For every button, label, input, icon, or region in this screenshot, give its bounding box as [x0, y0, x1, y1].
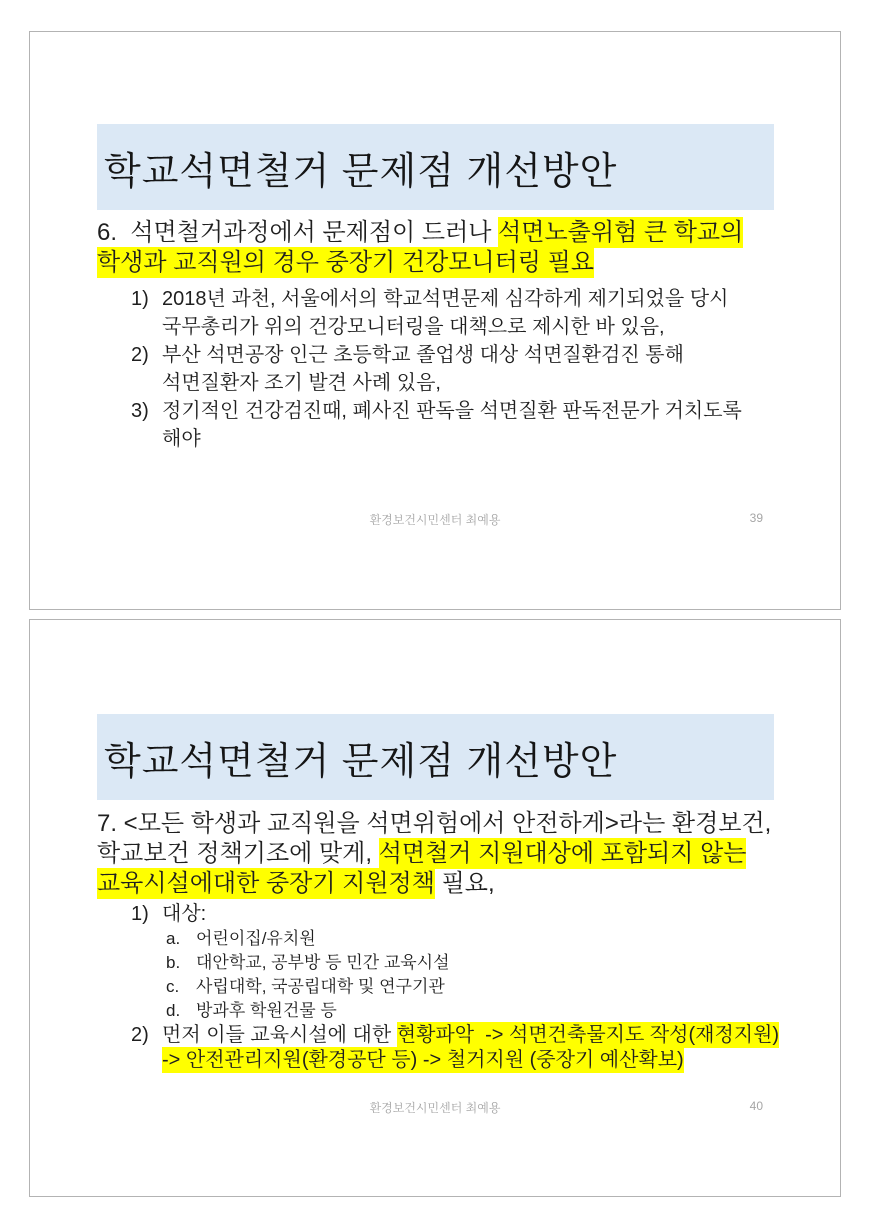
- list-item: [166, 951, 831, 975]
- text-segment: 대상:: [162, 903, 207, 925]
- text-segment: 석면질환자 조기 발견 사례 있음,: [162, 372, 441, 394]
- text-segment: 7. <모든 학생과 교직원을 석면위험에서 안전하게>라는 환경보건,: [97, 810, 772, 837]
- text-line: [162, 1023, 831, 1048]
- list-marker: d.: [166, 1001, 181, 1020]
- list-item-body: [196, 951, 831, 975]
- text-line: [162, 1048, 831, 1073]
- text-line: [97, 809, 817, 839]
- list-item: [131, 341, 831, 397]
- text-segment: 먼저 이들 교육시설에 대한: [162, 1024, 397, 1046]
- text-segment: 대안학교, 공부방 등 민간 교육시설: [196, 953, 450, 972]
- page-number: 40: [749, 1099, 763, 1113]
- text-segment: 해야: [162, 428, 201, 450]
- list-marker: 2): [131, 344, 149, 366]
- highlighted-text: -> 안전관리지원(환경공단 등) -> 철거지원 (중장기 예산확보): [162, 1049, 684, 1071]
- slide-paragraph: [97, 218, 817, 278]
- list-item-body: [196, 999, 831, 1023]
- list-item-body: [162, 1023, 831, 1073]
- text-line: [162, 369, 831, 397]
- list-item: [131, 397, 831, 453]
- highlighted-text: 현황파악 -> 석면건축물지도 작성(재정지원): [396, 1024, 780, 1046]
- text-line: [97, 248, 817, 278]
- list-marker: 2): [131, 1024, 149, 1046]
- list-item-body: [196, 927, 831, 951]
- slide-paragraph: [97, 809, 817, 899]
- list-item-body: [162, 285, 831, 341]
- text-line: [97, 869, 817, 899]
- list-item-body: [162, 341, 831, 397]
- text-line: [196, 927, 831, 951]
- list-item: [131, 285, 831, 341]
- list-marker: 1): [131, 288, 149, 310]
- text-line: [162, 902, 831, 927]
- text-line: [196, 975, 831, 999]
- list-item: [166, 927, 831, 951]
- text-line: [97, 218, 817, 248]
- page-number: 39: [749, 511, 763, 525]
- list-marker: a.: [166, 929, 181, 948]
- text-line: [196, 951, 831, 975]
- text-segment: 6. 석면철거과정에서 문제점이 드러나: [97, 219, 499, 246]
- list-item: [166, 999, 831, 1023]
- list-item-body: [162, 902, 831, 927]
- slide-title-band: [97, 714, 774, 800]
- list-marker: c.: [166, 977, 180, 996]
- highlighted-text: 학생과 교직원의 경우 중장기 건강모니터링 필요: [97, 249, 595, 276]
- text-segment: 어린이집/유치원: [196, 929, 316, 948]
- slide-footer: [30, 511, 840, 528]
- list-marker: 3): [131, 400, 149, 422]
- list-item-body: [162, 397, 831, 453]
- slide-footer: [30, 1099, 840, 1116]
- text-segment: 학교보건 정책기조에 맞게,: [97, 840, 379, 867]
- slide-list: [131, 902, 831, 1073]
- text-segment: 방과후 학원건물 등: [196, 1001, 337, 1020]
- slide-title: 학교석면철거 문제점 개선방안: [104, 150, 618, 193]
- list-marker: b.: [166, 953, 181, 972]
- text-segment: 필요,: [434, 870, 495, 897]
- highlighted-text: 석면노출위험 큰 학교의: [498, 219, 744, 246]
- text-segment: 2018년 과천, 서울에서의 학교석면문제 심각하게 제기되었을 당시: [162, 288, 729, 310]
- text-segment: 부산 석면공장 인근 초등학교 졸업생 대상 석면질환검진 통해: [162, 344, 684, 366]
- slide-title-band: [97, 124, 774, 210]
- list-item-body: [196, 975, 831, 999]
- list-item: [131, 1023, 831, 1073]
- highlighted-text: 교육시설에대한 중장기 지원정책: [97, 870, 435, 897]
- list-item: [166, 975, 831, 999]
- text-segment: 사립대학, 국공립대학 및 연구기관: [196, 977, 445, 996]
- text-segment: 국무총리가 위의 건강모니터링을 대책으로 제시한 바 있음,: [162, 316, 665, 338]
- highlighted-text: 석면철거 지원대상에 포함되지 않는: [378, 840, 747, 867]
- footer-credit: 환경보건시민센터 최예용: [369, 513, 501, 527]
- text-line: [162, 341, 831, 369]
- slide-card-39: [29, 31, 841, 610]
- text-line: [162, 285, 831, 313]
- text-line: [97, 839, 817, 869]
- list-marker: 1): [131, 903, 149, 925]
- text-line: [162, 397, 831, 425]
- slide-title: 학교석면철거 문제점 개선방안: [104, 740, 618, 783]
- slide-card-40: [29, 619, 841, 1197]
- footer-credit: 환경보건시민센터 최예용: [369, 1101, 501, 1115]
- text-segment: 정기적인 건강검진때, 폐사진 판독을 석면질환 판독전문가 거치도록: [162, 400, 742, 422]
- list-item: [131, 902, 831, 927]
- slide-list: [131, 285, 831, 453]
- text-line: [162, 425, 831, 453]
- text-line: [162, 313, 831, 341]
- text-line: [196, 999, 831, 1023]
